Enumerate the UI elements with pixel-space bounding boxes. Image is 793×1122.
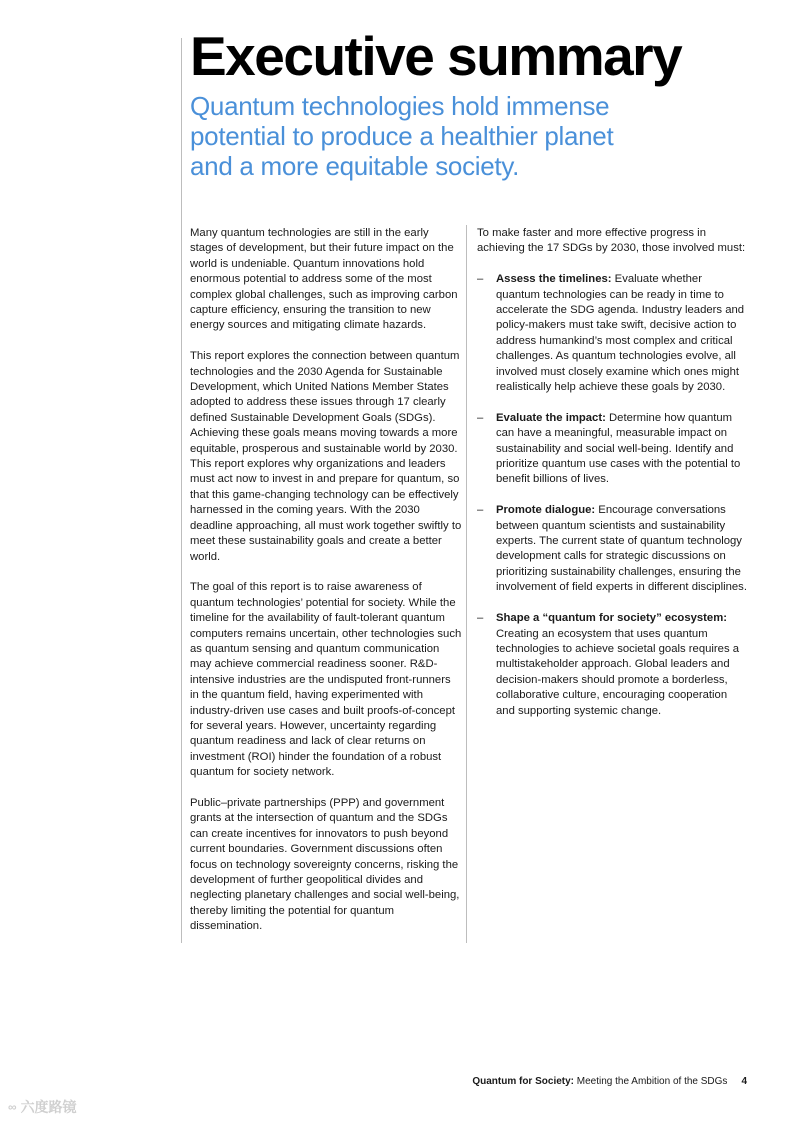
body-paragraph: Many quantum technologies are still in the early stages of development, but their future impact on the world is undeniable. Quantum innovations hold enormous potential to address some of the most complex global challenges, such as improving carbon capture efficiency, ensuring the transition to new energy sources and mitigating climate hazards. — [190, 227, 458, 332]
recommendation-lead: Shape a “quantum for society” ecosystem: — [496, 612, 728, 625]
recommendation-text: Creating an ecosystem that uses quantum technologies to achieve societal goals requires a multistakeholder approach. Global leaders and decision-makers should promote a borderless, collaborative culture, encouraging cooperation and supporting systemic change. — [496, 627, 740, 717]
recommendations-intro: To make faster and more effective progress in achieving the 17 SDGs by 2030, those involved must: — [477, 227, 746, 255]
column-divider-rule — [466, 225, 467, 943]
recommendation-lead: Assess the timelines: — [496, 273, 612, 286]
dash-bullet: – — [477, 411, 484, 424]
recommendation-item — [477, 272, 749, 395]
watermark-text: 六度路镜 — [20, 1099, 77, 1115]
recommendation-text: Encourage conversations between quantum scientists and sustainability experts. The current state of quantum technology development calls for strategic discussions on prioritizing sustainability challenges, ensuring the involvement of field experts in different disciplines. — [496, 504, 747, 594]
recommendation-lead: Promote dialogue: — [496, 504, 596, 517]
watermark — [8, 1097, 77, 1117]
left-column — [190, 226, 462, 950]
footer-report-tagline: Meeting the Ambition of the SDGs — [574, 1076, 728, 1087]
body-paragraph: The goal of this report is to raise awareness of quantum technologies’ potential for society. While the timeline for the availability of fault-tolerant quantum computers remains uncertain, other technologies such as quantum sensing and quantum communication may achieve commercial readiness sooner. R&D-intensive industries are the undisputed front-runners in the quantum field, having experimented with industry-driven use cases and built proofs-of-concept for several years. However, uncertainty regarding quantum readiness and lack of clear returns on investment (ROI) hinder the foundation of a robust quantum for society network. — [190, 581, 462, 779]
body-paragraph: Public–private partnerships (PPP) and government grants at the intersection of quantum and the SDGs can create incentives for innovators to push beyond current boundaries. Government discussions often focus on technology sovereignty concerns, risking the development of further geopolitical divides and neglecting planetary challenges and social well-being, thereby limiting the potential for quantum dissemination. — [190, 796, 460, 933]
recommendation-item — [477, 503, 749, 595]
left-vertical-rule — [181, 38, 182, 943]
recommendation-text: Evaluate whether quantum technologies can be ready in time to accelerate the SDG agenda. Industry leaders and policy-makers must take swift, decisive action to address humankind’s most complex and critical challenges. As quantum technologies evolve, all involved must closely examine which ones might realistically help achieve these goals by 2030. — [496, 273, 745, 394]
page-footer — [472, 1076, 747, 1087]
loop-icon: ∞ — [8, 1100, 17, 1114]
recommendation-lead: Evaluate the impact: — [496, 411, 606, 424]
dash-bullet: – — [477, 612, 484, 625]
page-number: 4 — [741, 1076, 747, 1087]
right-column — [477, 226, 749, 734]
body-paragraph: This report explores the connection between quantum technologies and the 2030 Agenda for Sustainable Development, which United Nations Member States adopted to address these issues through 17 clearly defined Sustainable Development Goals (SDGs). Achieving these goals means moving towards a more equitable, prosperous and sustainable world by 2030. This report explores why organizations and leaders must act now to invest in and prepare for quantum, so that this game-changing technology can be effectively harnessed in the coming years. With the 2030 deadline approaching, all must work together swiftly to meet these sustainability goals and create a better world. — [190, 350, 462, 563]
recommendation-text: Determine how quantum can have a meaningful, measurable impact on sustainability and social well-being. Identify and prioritize quantum use cases with the potential to benefit billions of lives. — [496, 411, 741, 486]
dash-bullet: – — [477, 273, 484, 286]
footer-report-name: Quantum for Society: — [472, 1076, 575, 1087]
recommendation-item — [477, 411, 749, 488]
page-title: Executive summary — [190, 25, 682, 87]
page-subtitle: Quantum technologies hold immense potential to produce a healthier planet and a more equitable society. — [190, 91, 614, 181]
dash-bullet: – — [477, 504, 484, 517]
recommendation-item — [477, 611, 749, 719]
